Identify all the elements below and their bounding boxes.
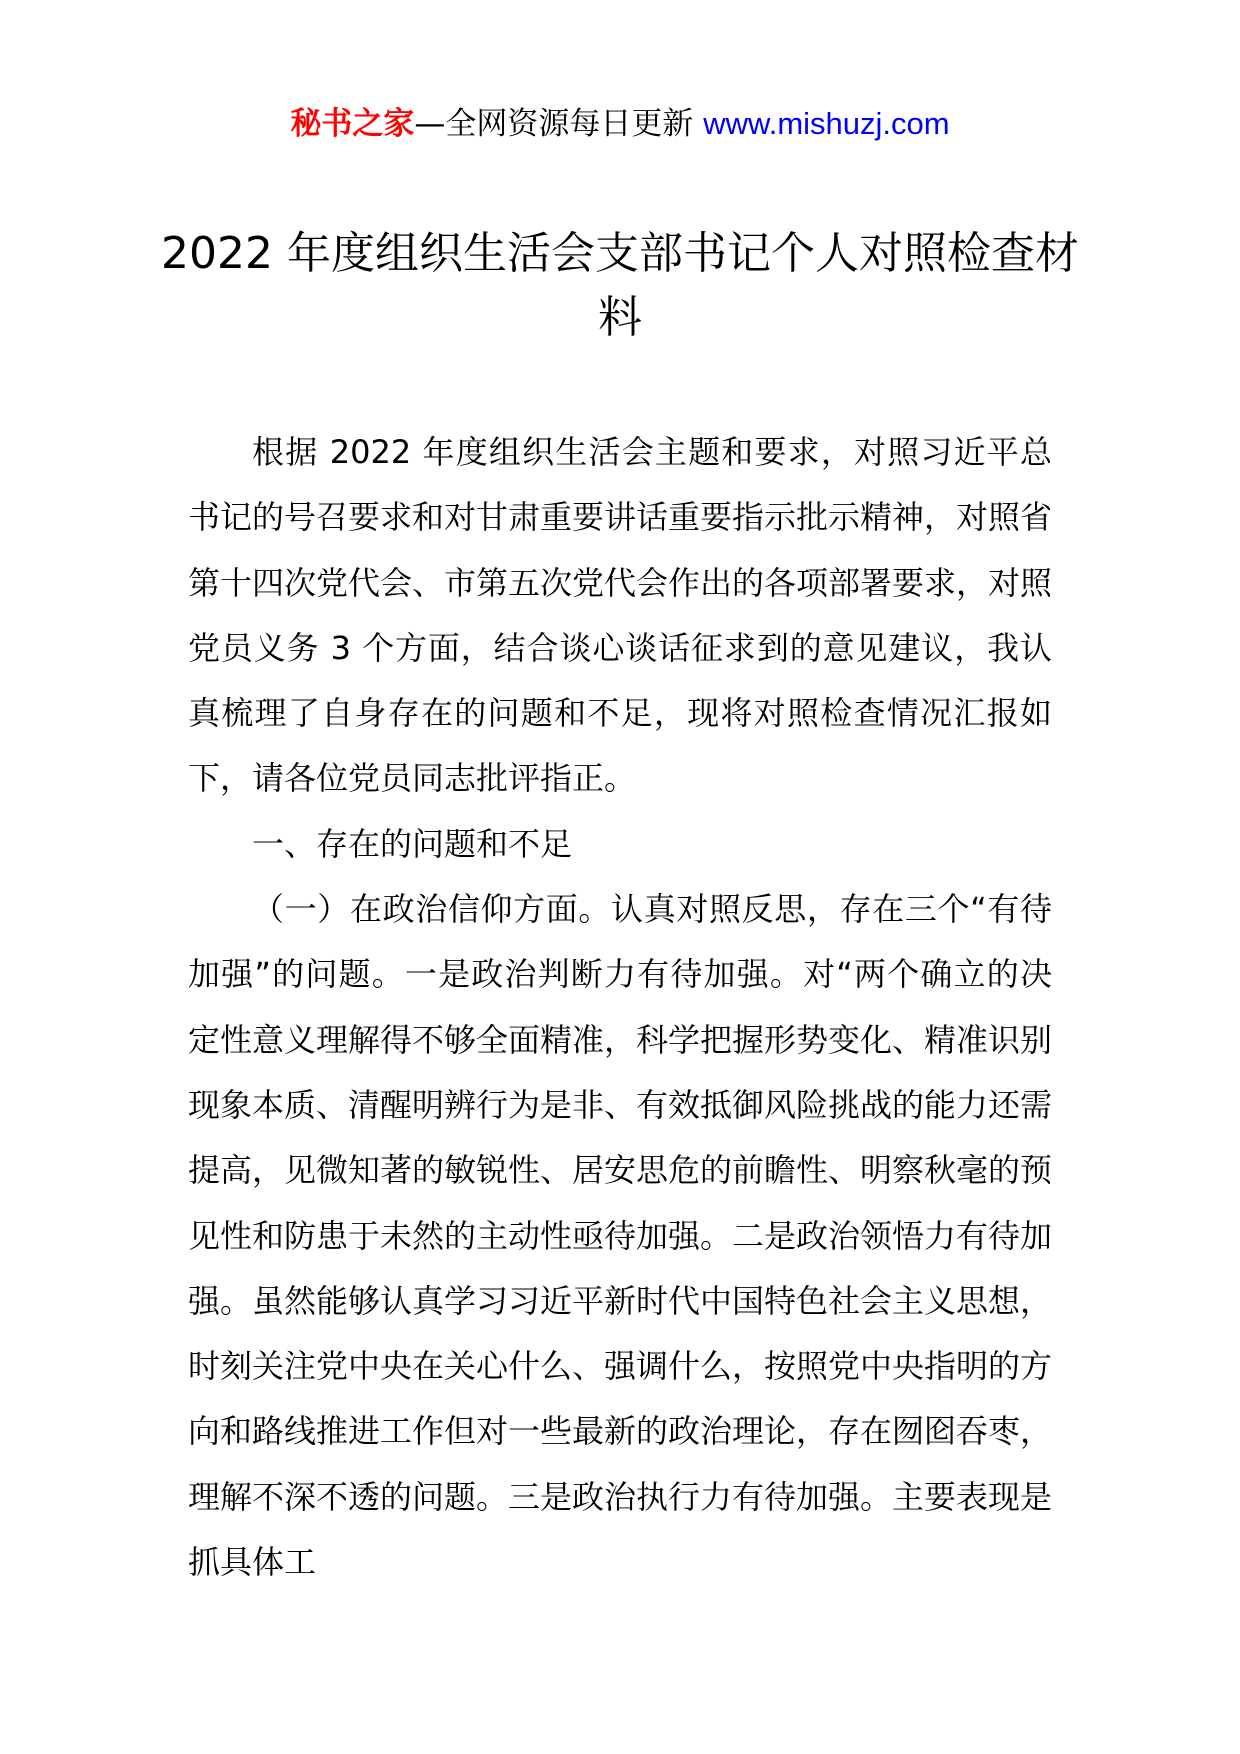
intro-paragraph: 根据 2022 年度组织生活会主题和要求，对照习近平总书记的号召要求和对甘肃重要讲话重要指示批示精神，对照省第十四次党代会、市第五次党代会作出的各项部署要求，对照党员义务 3 个方面，结合谈心谈话征求到的意见建议，我认真梳理了自身存在的问题和不足，现将对照检查情况汇报如下，请各位党员同志批评指正。 <box>188 433 1053 798</box>
section-heading: 一、存在的问题和不足 <box>252 824 573 863</box>
site-url[interactable]: www.mishuzj.com <box>703 106 950 141</box>
site-header <box>0 102 1240 146</box>
brand-name: 秘书之家 <box>290 106 415 142</box>
body-paragraph: （一）在政治信仰方面。认真对照反思，存在三个“有待加强”的问题。一是政治判断力有待加强。对“两个确立的决定性意义理解得不够全面精准，科学把握形势变化、精准识别现象本质、清醒明辨行为是非、有效抵御风险挑战的能力还需提高，见微知著的敏锐性、居安思危的前瞻性、明察秋毫的预见性和防患于未然的主动性亟待加强。二是政治领悟力有待加强。虽然能够认真学习习近平新时代中国特色社会主义思想，时刻关注党中央在关心什么、强调什么，按照党中央指明的方向和路线推进工作但对一些最新的政治理论，存在囫囵吞枣，理解不深不透的问题。三是政治执行力有待加强。主要表现是抓具体工 <box>188 890 1053 1582</box>
header-tagline: —全网资源每日更新 <box>414 106 704 142</box>
document-title: 2022 年度组织生活会支部书记个人对照检查材料 <box>161 228 1079 343</box>
document-body <box>188 420 1052 1595</box>
